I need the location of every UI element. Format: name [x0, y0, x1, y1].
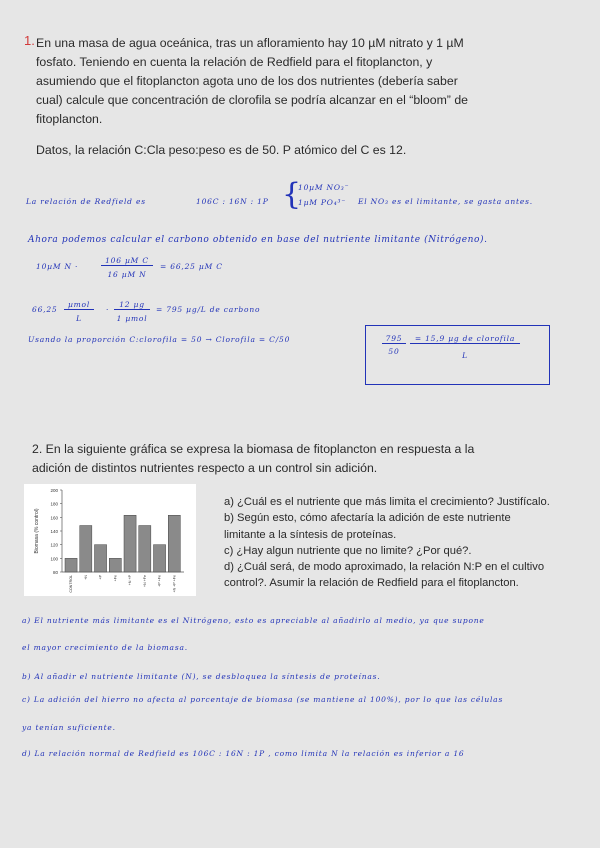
question-2-text: [32, 440, 582, 478]
question-1-number: 1.: [24, 33, 35, 48]
ahora-line: Ahora podemos calcular el carbono obtenido en base del nutriente limitante (Nitrógeno).: [28, 235, 488, 245]
answer-2a-line2: el mayor crecimiento de la biomasa.: [22, 643, 188, 652]
question-1-line: cual) calcule que concentración de clorofila se podría alcanzar en el “bloom” de: [36, 93, 469, 107]
question-1-text: [36, 34, 576, 129]
question-2-line: adición de distintos nutrientes respecto a un control sin adición.: [32, 461, 378, 475]
limitante-note: El NO₃ es el limitante, se gasta antes.: [358, 197, 533, 206]
x-tick-label: CONTROL: [69, 575, 74, 593]
box-result: = 15,9 µg de clorofila: [410, 334, 520, 344]
bar: [80, 526, 92, 572]
redfield-label: La relación de Redfield es: [26, 197, 146, 206]
question-2-subitems: [224, 494, 584, 592]
y-tick-label: 120: [50, 542, 58, 548]
answer-2c-line2: ya tenían suficiente.: [22, 723, 116, 732]
calc1-result: = 66,25 µM C: [160, 262, 223, 271]
x-tick-label: +P: [98, 575, 103, 580]
y-axis-label: Biomasa (% control): [34, 508, 40, 554]
calc2-factor-denominator: 1 µmol: [116, 314, 148, 323]
multiply-dot: ·: [106, 305, 110, 314]
nutrient-phosphate: 1µM PO₄³⁻: [298, 198, 347, 207]
redfield-ratio: 106C : 16N : 1P: [196, 197, 269, 206]
subquestion-c: c) ¿Hay algun nutriente que no limite? ¿Por qué?.: [224, 544, 472, 557]
calc2-factor-numerator: 12 µg: [114, 300, 150, 310]
y-tick-label: 140: [50, 529, 58, 534]
x-tick-label: +Fe: [113, 575, 118, 582]
subquestion-b: b) Según esto, cómo afectaría la adición de este nutriente: [224, 512, 511, 525]
calc2-unit-numerator: µmol: [64, 300, 94, 310]
bar: [109, 558, 121, 572]
question-1-line: En una masa de agua oceánica, tras un afloramiento hay 10 µM nitrato y 1 µM: [36, 36, 464, 50]
bar: [65, 558, 77, 572]
y-tick-label: 180: [50, 501, 58, 507]
answer-2a-line1: a) El nutriente más limitante es el Nitrógeno, esto es apreciable al añadirlo al medio, ya que supone: [22, 616, 485, 625]
bar: [139, 526, 151, 572]
bar: [95, 545, 107, 572]
y-tick-label: 200: [50, 488, 58, 493]
brace-icon: {: [282, 177, 302, 212]
subquestion-d: d) ¿Cuál será, de modo aproximado, la relación N:P en el cultivo: [224, 561, 545, 574]
biomass-chart: [24, 484, 196, 596]
question-1-line: fosfato. Teniendo en cuenta la relación de Redfield para el fitoplancton, y: [36, 55, 433, 69]
x-tick-label: +P +Fe: [157, 575, 162, 587]
calc2-result: = 795 µg/L de carbono: [156, 305, 261, 314]
x-tick-label: +N +Fe: [142, 575, 147, 587]
bar: [154, 545, 166, 572]
x-tick-label: +N +P +Fe: [172, 575, 177, 593]
box-numerator: 795: [382, 334, 406, 344]
calc1-denominator: 16 µM N: [107, 270, 147, 279]
calc2-value: 66,25: [32, 305, 58, 314]
question-1-line: asumiendo que el fitoplancton agota uno de los dos nutrientes (debería saber: [36, 74, 458, 88]
subquestion-b-cont: limitante a la síntesis de proteínas.: [224, 528, 397, 541]
calc2-unit-denominator: L: [76, 314, 82, 323]
y-tick-label: 80: [52, 570, 58, 575]
calc1-left: 10µM N ·: [36, 262, 79, 271]
question-1-line: fitoplancton.: [36, 112, 103, 126]
box-denominator: 50: [388, 347, 400, 356]
bar: [168, 515, 180, 572]
question-1-data: Datos, la relación C:Cla peso:peso es de 50. P atómico del C es 12.: [36, 143, 407, 157]
calc1-numerator: 106 µM C: [101, 256, 153, 266]
subquestion-a: a) ¿Cuál es el nutriente que más limita el crecimiento? Justifícalo.: [224, 496, 550, 508]
answer-2b: b) Al añadir el nutriente limitante (N), se desbloquea la síntesis de proteínas.: [22, 672, 381, 681]
x-tick-label: +N +P: [128, 575, 133, 586]
box-unit: L: [462, 351, 468, 360]
y-tick-label: 160: [50, 515, 58, 521]
answer-2d: d) La relación normal de Redfield es 106C : 16N : 1P , como limita N la relación es inferior a 16: [22, 749, 465, 758]
bar: [124, 515, 136, 572]
question-2-line: 2. En la siguiente gráfica se expresa la biomasa de fitoplancton en respuesta a la: [32, 442, 475, 456]
biomass-chart-svg: [24, 484, 196, 596]
answer-2c-line1: c) La adición del hierro no afecta al porcentaje de biomasa (se mantiene al 100%), por lo que las células: [22, 695, 504, 704]
x-tick-label: +N: [83, 575, 88, 580]
usando-line: Usando la proporción C:clorofila = 50 → Clorofila = C/50: [28, 335, 291, 344]
nutrient-nitrate: 10µM NO₃⁻: [298, 183, 350, 192]
y-tick-label: 100: [50, 556, 58, 562]
subquestion-d-cont: control?. Asumir la relación de Redfield para el fitoplancton.: [224, 577, 519, 590]
